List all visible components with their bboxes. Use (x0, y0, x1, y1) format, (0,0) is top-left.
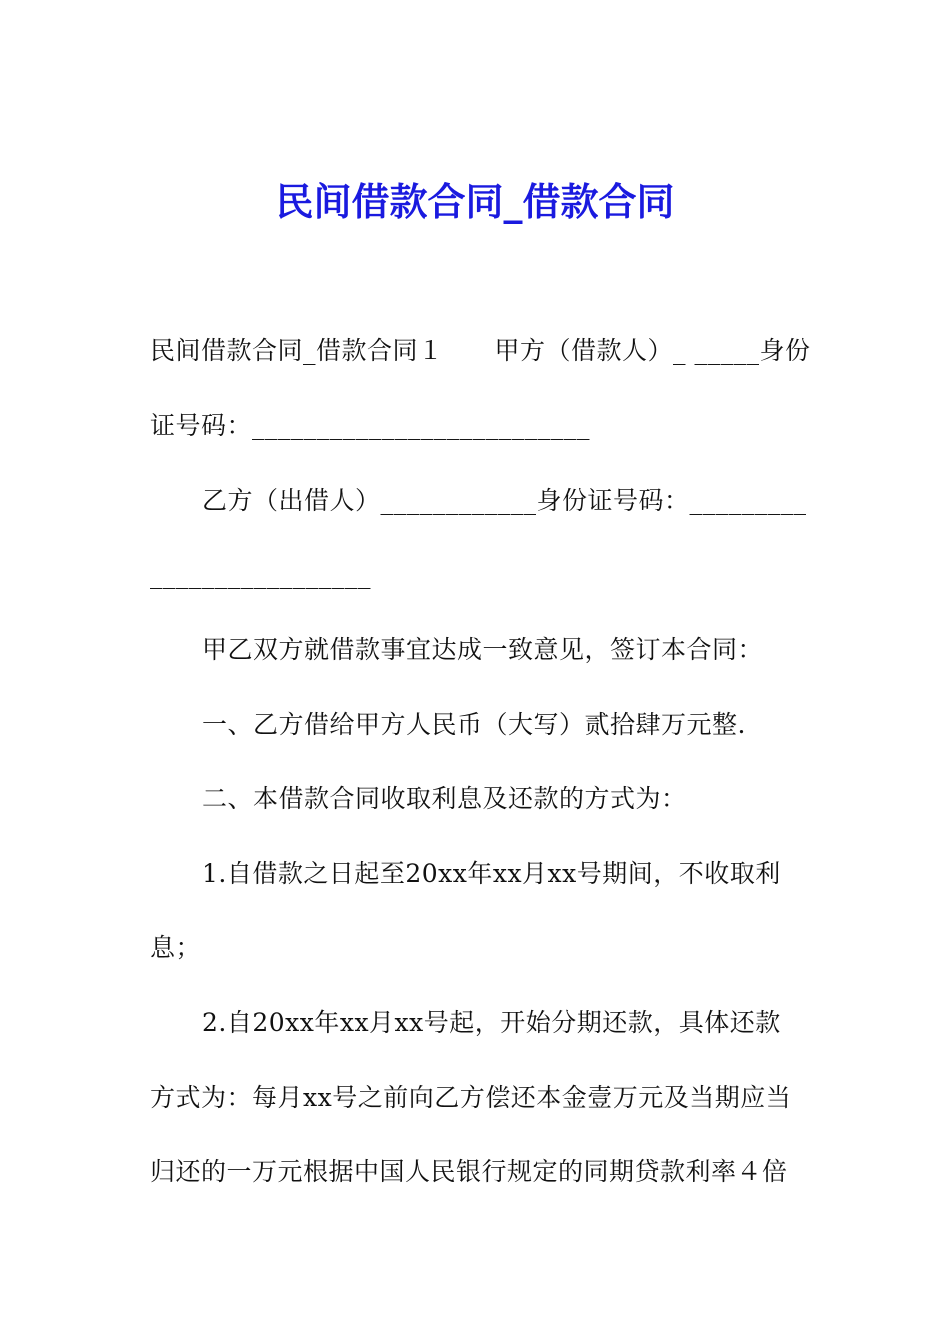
paragraph-line: 二、本借款合同收取利息及还款的方式为： (202, 784, 687, 813)
paragraph-line: 民间借款合同_借款合同１ 甲方（借款人）_ _____身份 (150, 336, 811, 365)
paragraph-line: 方式为：每月xx号之前向乙方偿还本金壹万元及当期应当 (150, 1083, 792, 1112)
paragraph-line: 2.自20xx年xx月xx号起，开始分期还款，具体还款 (202, 1008, 781, 1037)
paragraph-line: _________________ (150, 560, 371, 589)
paragraph-line: 归还的一万元根据中国人民银行规定的同期贷款利率４倍 (150, 1157, 788, 1186)
paragraph-line: 1.自借款之日起至20xx年xx月xx号期间，不收取利 (202, 859, 781, 888)
paragraph-line: 甲乙双方就借款事宜达成一致意见，签订本合同： (202, 635, 764, 664)
document-title: 民间借款合同_借款合同 (275, 180, 675, 224)
paragraph-line: 一、乙方借给甲方人民币（大写）贰拾肆万元整. (202, 710, 746, 739)
paragraph-line: 息； (150, 933, 202, 962)
paragraph-line: 证号码：__________________________ (150, 411, 591, 440)
paragraph-line: 乙方（出借人）____________身份证号码：_________ (202, 486, 807, 515)
